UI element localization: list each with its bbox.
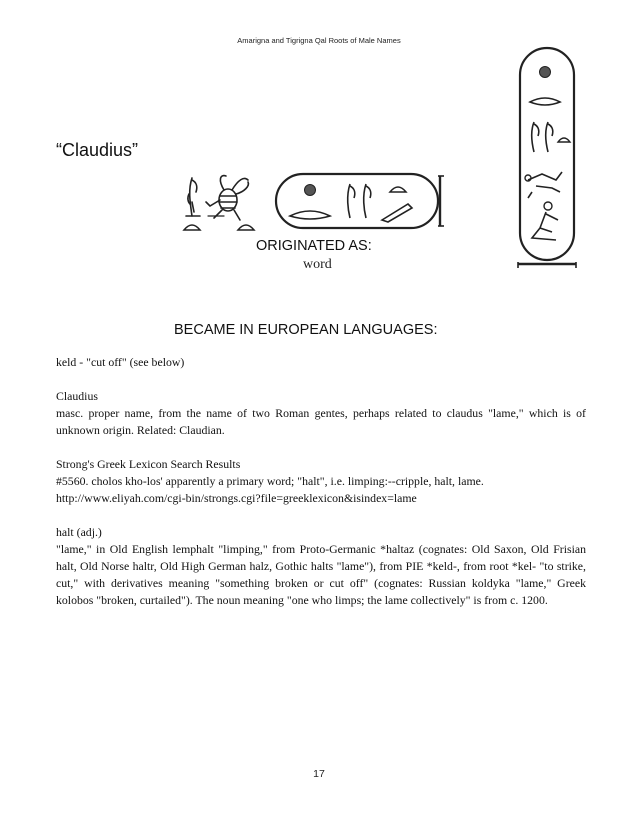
page-number: 17	[313, 768, 325, 780]
reed-bee-hieroglyph-group	[178, 172, 260, 234]
originated-as-value: word	[303, 257, 332, 272]
running-header: Amarigna and Tigrigna Qal Roots of Male Names	[237, 36, 401, 45]
keld-line: keld - "cut off" (see below)	[56, 355, 185, 369]
etymology-body	[56, 354, 586, 626]
strongs-url: http://www.eliyah.com/cgi-bin/strongs.cgi?file=greeklexicon&isindex=lame	[56, 491, 417, 505]
halt-heading: halt (adj.)	[56, 525, 102, 539]
halt-definition: "lame," in Old English lemphalt "limping," from Proto-Germanic *haltaz (cognates: Old Saxon, Old Frisian halt, Old Norse haltr, Old High German halz, Gothic halts "lame"), from PIE *keld-, from root *kel- "to strike, cut," with derivatives meaning "something broken or cut off" (cognates: Russian koldyka "lame," Greek kolobos "broken, curtailed"). The noun meaning "one who limps; the lame collectively" is from c. 1200.	[56, 542, 586, 607]
strongs-entry: #5560. cholos kho-los' apparently a primary word; "halt", i.e. limping:--cripple, halt, lame.	[56, 474, 484, 488]
entry-title: “Claudius”	[56, 140, 139, 160]
became-in-european-languages-heading: BECAME IN EUROPEAN LANGUAGES:	[174, 322, 438, 338]
originated-as-label: ORIGINATED AS:	[256, 238, 372, 254]
claudius-definition: masc. proper name, from the name of two Roman gentes, perhaps related to claudus "lame," which is of unknown origin. Related: Claudian.	[56, 406, 586, 437]
claudius-heading: Claudius	[56, 389, 98, 403]
horizontal-cartouche	[270, 170, 450, 234]
strongs-heading: Strong's Greek Lexicon Search Results	[56, 457, 241, 471]
vertical-cartouche	[512, 42, 584, 272]
